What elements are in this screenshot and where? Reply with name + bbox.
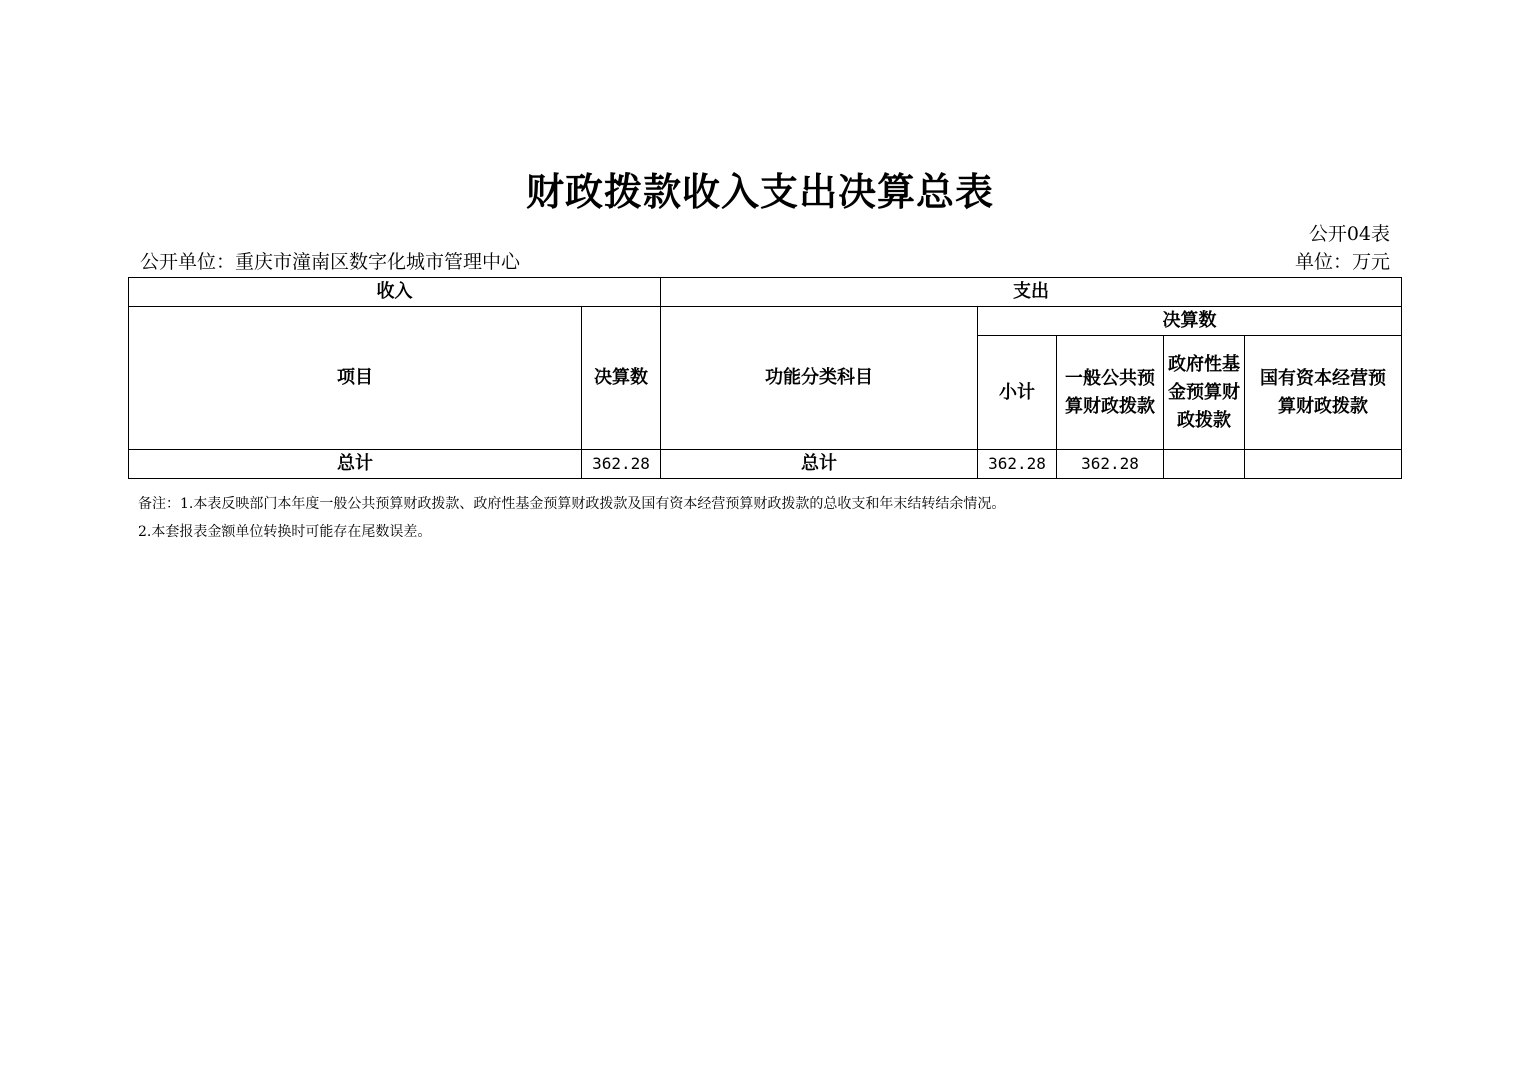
form-number: 公开04表 bbox=[1308, 223, 1390, 245]
col-general-header: 一般公共预算财政拨款 bbox=[1057, 336, 1164, 450]
income-header: 收入 bbox=[129, 278, 661, 307]
col-state-capital-header: 国有资本经营预算财政拨款 bbox=[1245, 336, 1402, 450]
table-row-total bbox=[129, 450, 1402, 479]
col-subtotal-header: 小计 bbox=[978, 336, 1057, 450]
expense-general: 362.28 bbox=[1057, 450, 1164, 479]
unit-label: 单位：万元 bbox=[1294, 251, 1390, 273]
header-row-2 bbox=[129, 307, 1402, 336]
col-amount-header: 决算数 bbox=[582, 307, 661, 450]
header-row-1 bbox=[129, 278, 1402, 307]
budget-table bbox=[128, 277, 1402, 479]
expense-fund bbox=[1164, 450, 1245, 479]
income-total-amount: 362.28 bbox=[582, 450, 661, 479]
organization-label: 公开单位：重庆市潼南区数字化城市管理中心 bbox=[140, 251, 521, 273]
col-item-header: 项目 bbox=[129, 307, 582, 450]
note-line-2: 2.本套报表金额单位转换时可能存在尾数误差。 bbox=[138, 524, 432, 540]
expense-subtotal: 362.28 bbox=[978, 450, 1057, 479]
col-fund-header: 政府性基金预算财政拨款 bbox=[1164, 336, 1245, 450]
note-line-1: 备注：1.本表反映部门本年度一般公共预算财政拨款、政府性基金预算财政拨款及国有资本经营预算财政拨款的总收支和年末结转结余情况。 bbox=[138, 496, 1006, 512]
col-category-header: 功能分类科目 bbox=[661, 307, 978, 450]
expense-state-capital bbox=[1245, 450, 1402, 479]
col-settlement-header: 决算数 bbox=[978, 307, 1402, 336]
page-title: 财政拨款收入支出决算总表 bbox=[525, 169, 994, 214]
notes bbox=[138, 490, 1005, 546]
income-total-label: 总计 bbox=[129, 450, 582, 479]
expense-total-label: 总计 bbox=[661, 450, 978, 479]
expense-header: 支出 bbox=[661, 278, 1402, 307]
